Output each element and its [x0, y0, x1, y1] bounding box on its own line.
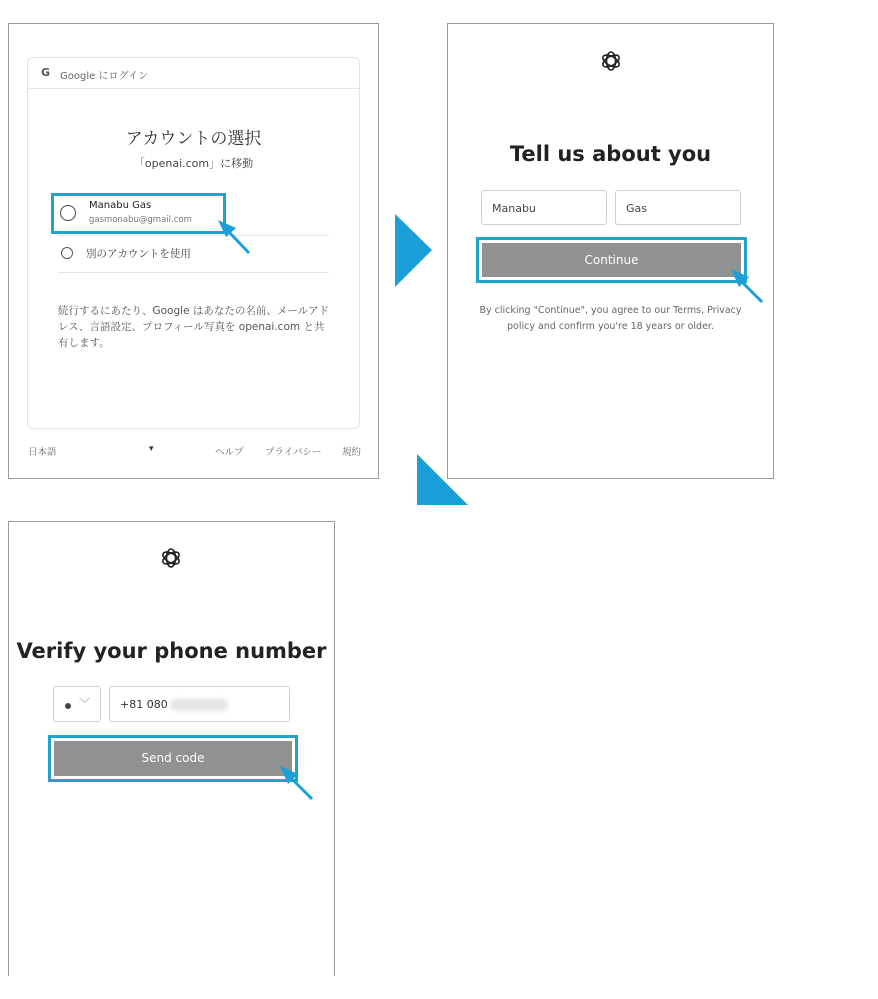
google-g-icon: G — [41, 66, 51, 79]
caret-down-icon[interactable]: ▾ — [149, 444, 154, 454]
page-title: Verify your phone number — [16, 639, 327, 663]
phone-number-input[interactable] — [109, 686, 290, 722]
continue-button[interactable]: Continue — [482, 243, 741, 277]
first-name-input[interactable]: Manabu — [481, 190, 607, 225]
send-code-button[interactable]: Send code — [54, 741, 292, 776]
flow-arrow-right-icon — [395, 214, 432, 287]
page-subtitle: 「openai.com」に移動 — [133, 157, 254, 170]
use-another-account-label: 別のアカウントを使用 — [86, 248, 191, 260]
terms-link[interactable]: 規約 — [342, 447, 362, 458]
account-item-manabu[interactable] — [51, 193, 226, 234]
account-email: gasmonabu@gmail.com — [89, 215, 192, 225]
page-title: Tell us about you — [509, 142, 712, 166]
account-name: Manabu Gas — [89, 200, 152, 211]
last-name-input[interactable]: Gas — [615, 190, 741, 225]
language-select[interactable]: 日本語 — [28, 447, 57, 458]
avatar-icon — [60, 205, 76, 221]
use-another-account-item[interactable] — [58, 243, 328, 267]
redacted-digits — [170, 699, 228, 711]
google-signin-panel — [8, 23, 379, 479]
help-link[interactable]: ヘルプ — [215, 447, 244, 458]
verify-phone-panel — [8, 521, 335, 976]
user-circle-icon — [61, 247, 73, 259]
phone-number-value: +81 080 — [120, 698, 168, 711]
about-you-panel — [447, 23, 774, 479]
sharing-notice: 続行するにあたり、Google はあなたの名前、メールアドレス、言語設定、プロフィール写真を openai.com と共有します。 — [58, 305, 330, 349]
google-card — [27, 57, 360, 429]
country-code-select[interactable] — [53, 686, 101, 722]
google-header-text: Google にログイン — [60, 71, 148, 82]
continue-highlight — [476, 237, 747, 283]
privacy-link[interactable]: プライバシー — [265, 447, 322, 458]
terms-notice: By clicking "Continue", you agree to our Terms, Privacy policy and confirm you're 18 years or older. — [479, 305, 742, 332]
send-code-highlight — [48, 735, 298, 782]
divider — [58, 272, 329, 273]
flag-icon — [65, 703, 71, 709]
openai-logo-icon — [159, 546, 183, 570]
chevron-down-icon: ﹀ — [79, 697, 90, 710]
page-title: アカウントの選択 — [125, 129, 262, 149]
google-header — [28, 58, 359, 89]
openai-logo-icon — [599, 49, 623, 73]
divider — [58, 235, 329, 236]
